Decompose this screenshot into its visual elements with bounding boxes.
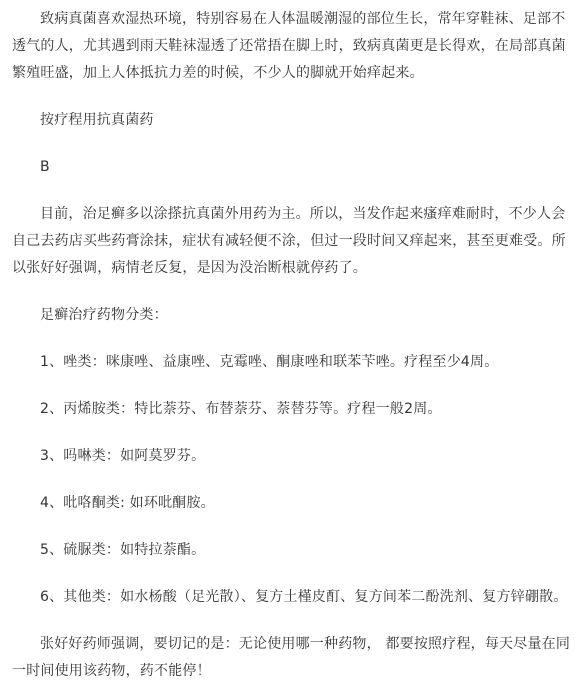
spacer — [12, 329, 574, 349]
list-item: 6、其他类：如水杨酸（足光散）、复方土槿皮酊、复方间苯二酚洗剂、复方锌硼散。 — [40, 589, 568, 605]
spacer — [12, 564, 574, 584]
section-heading: 按疗程用抗真菌药 — [40, 112, 154, 128]
list-item: 2、丙烯胺类：特比萘芬、布替萘芬、萘替芬等。疗程一般2周。 — [40, 401, 442, 417]
drug-class-list — [12, 349, 574, 611]
list-item: 3、吗啉类：如阿莫罗芬。 — [40, 448, 206, 464]
spacer — [12, 611, 574, 631]
section-letter: B — [40, 159, 50, 175]
list-item: 5、硫脲类：如特拉萘酯。 — [40, 542, 206, 558]
intro-paragraph: 致病真菌喜欢湿热环境，特别容易在人体温暖潮湿的部位生长，常年穿鞋袜、足部不透气的人，尤其遇到雨天鞋袜湿透了还常捂在脚上时，致病真菌更是长得欢，在局部真菌繁殖旺盛，加上人体抵抗力差的时候，不少人的脚就开始痒起来。 — [12, 11, 566, 81]
spacer — [12, 517, 574, 537]
spacer — [12, 134, 574, 154]
article-body — [12, 6, 574, 685]
classification-title: 足癣治疗药物分类： — [40, 307, 168, 323]
list-item: 1、唑类：咪康唑、益康唑、克霉唑、酮康唑和联苯苄唑。疗程至少4周。 — [40, 354, 499, 370]
spacer — [12, 376, 574, 396]
conclusion-paragraph: 张好好药师强调，要切记的是：无论使用哪一种药物， 都要按照疗程，每天尽量在同一时间使用该药物，药不能停！ — [12, 636, 571, 679]
spacer — [12, 423, 574, 443]
spacer — [12, 181, 574, 201]
spacer — [12, 282, 574, 302]
body-paragraph: 目前，治足癣多以涂搽抗真菌外用药为主。所以，当发作起来瘙痒难耐时，不少人会自己去药店买些药膏涂抹，症状有减轻便不涂，但过一段时间又痒起来，甚至更难受。所以张好好强调，病情老反复，是因为没治断根就停药了。 — [12, 206, 566, 276]
spacer — [12, 87, 574, 107]
spacer — [12, 470, 574, 490]
list-item: 4、吡咯酮类: 如环吡酮胺。 — [40, 495, 215, 511]
